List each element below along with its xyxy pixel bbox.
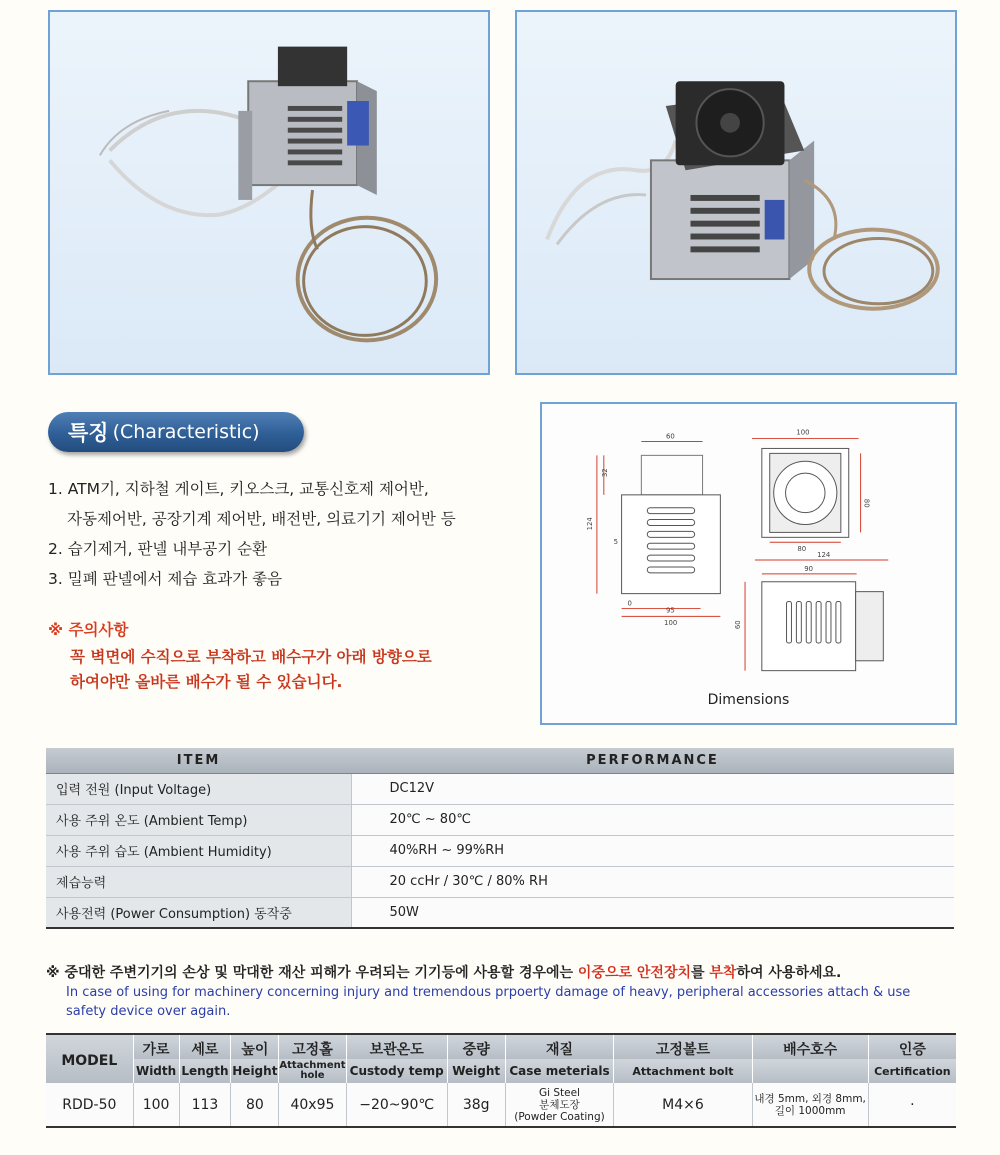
product-photo-front [515,10,957,375]
column-header-ko: 배수호수 [752,1034,868,1059]
column-header-en: Attachment hole [279,1060,346,1081]
column-header-ko: 재질 [505,1034,614,1059]
material-line: 분체도장 [539,1098,580,1111]
notice-ko-mid: 를 [691,965,710,981]
temp-value: −20~90℃ [346,1083,447,1127]
column-header-en: Certification [868,1059,956,1083]
list-item: 2. 습기제거, 판넬 내부공기 순환 [48,540,268,558]
characteristic-title-en: (Characteristic) [112,421,260,443]
list-item: 1. ATM기, 지하철 게이트, 키오스크, 교통신호제 제어반, [48,480,429,498]
column-header-en: Custody temp [346,1059,447,1083]
bolt-value: M4×6 [614,1083,752,1127]
table-row [46,835,954,866]
column-header-ko: 고정볼트 [614,1034,752,1059]
caution-line: 하여야만 올바른 배수가 될 수 있습니다. [70,673,343,691]
spec-item: 사용 주위 온도 (Ambient Temp) [46,804,351,835]
dim-front-bottom-left: 0 [627,599,632,608]
spec-value: 20℃ ~ 80℃ [351,804,954,835]
top-view [752,439,861,543]
column-header-en: Length [179,1059,231,1083]
column-header-en [752,1059,868,1083]
spec-value: 50W [351,897,954,928]
spec-header-performance: PERFORMANCE [351,748,954,773]
spec-value: 20 ccHr / 30℃ / 80% RH [351,866,954,897]
hole-value: 40x95 [279,1083,346,1127]
column-header-ko: 고정홀 [279,1034,346,1059]
model-table [46,1033,956,1128]
column-header-en: Attachment bolt [614,1059,752,1083]
width-value: 100 [133,1083,179,1127]
dim-front-total-height: 124 [585,517,594,531]
spec-value: 40%RH ~ 99%RH [351,835,954,866]
notice-ko-highlight: 이중으로 안전장치 [577,965,691,981]
table-row [46,897,954,928]
hose-line: 내경 5mm, 외경 8mm, [754,1092,866,1105]
spec-header-item: ITEM [46,748,351,773]
characteristic-list [48,474,508,594]
notice-ko-highlight: 부착 [709,965,737,981]
material-line: Gi Steel [538,1086,580,1099]
column-header-en: Case meterials [505,1059,614,1083]
notice-en-line: In case of using for machinery concerning injury and tremendous prpoerty damage of heavy, peripheral accessories attach & use [66,985,911,1000]
weight-value: 38g [447,1083,505,1127]
table-row [46,1083,956,1127]
model-name: RDD-50 [46,1083,133,1127]
spec-item: 사용전력 (Power Consumption) 동작중 [46,897,351,928]
material-line: (Powder Coating) [514,1110,605,1123]
cert-value: · [868,1083,956,1127]
product-photo-side [48,10,490,375]
dimensions-label: Dimensions [707,692,790,708]
dim-side-length: 90 [804,564,814,573]
column-header-ko: 보관온도 [346,1034,447,1059]
column-header-ko: 가로 [133,1034,179,1059]
caution-line: 꼭 벽면에 수직으로 부착하고 배수구가 아래 방향으로 [70,648,432,666]
spec-item: 입력 전원 (Input Voltage) [46,773,351,804]
dim-side-total-length: 124 [817,551,831,560]
material-value [505,1083,614,1127]
dim-top-height: 80 [862,498,871,508]
spec-value: DC12V [351,773,954,804]
side-view [745,560,888,671]
table-row [46,773,954,804]
length-value: 113 [179,1083,231,1127]
column-header-en: Width [133,1059,179,1083]
notice-ko-prefix: ※ 중대한 주변기기의 손상 및 막대한 재산 피해가 우려되는 기기등에 사용할 경우에는 [46,965,578,981]
dim-front-top-width: 60 [666,432,675,441]
dim-top-width: 100 [796,428,810,437]
dim-top-inner-width: 80 [797,545,807,554]
notice-ko [46,962,956,982]
characteristic-title [48,412,304,452]
dim-front-total-width: 100 [664,619,678,628]
list-item: 3. 밀폐 판넬에서 제습 효과가 좋음 [48,570,283,588]
dimension-diagram [542,404,955,723]
dim-side-height: 60 [734,620,743,630]
dim-front-side: 5 [613,538,619,547]
column-header-en: Height [231,1059,279,1083]
dimensions-drawing [540,402,957,725]
caution-section [48,618,518,695]
list-item-continuation: 자동제어반, 공장기계 제어반, 배전반, 의료기기 제어반 등 [67,510,456,528]
notice-en-line: safety device over again. [66,1004,231,1019]
column-header-ko: 중량 [447,1034,505,1059]
dehumidifier-side-illustration [50,12,488,373]
dim-front-inner-width: 95 [666,606,675,615]
safety-notice [46,962,956,1020]
spec-table [46,748,954,929]
dim-front-top-height: 32 [600,468,609,478]
hose-value [752,1083,868,1127]
model-header: MODEL [46,1034,133,1083]
front-view [597,442,720,617]
column-header-en: Weight [447,1059,505,1083]
spec-item: 사용 주위 습도 (Ambient Humidity) [46,835,351,866]
column-header-ko: 높이 [231,1034,279,1059]
spec-item: 제습능력 [46,866,351,897]
notice-ko-suffix: 하여 사용하세요. [736,965,842,981]
column-header-ko: 인증 [868,1034,956,1059]
column-header-ko: 세로 [179,1034,231,1059]
table-row [46,866,954,897]
height-value: 80 [231,1083,279,1127]
caution-heading: ※ 주의사항 [48,621,129,639]
hose-line: 길이 1000mm [774,1104,846,1117]
dehumidifier-fan-illustration [517,12,955,373]
characteristic-title-ko: 특징 [68,421,109,445]
table-row [46,804,954,835]
